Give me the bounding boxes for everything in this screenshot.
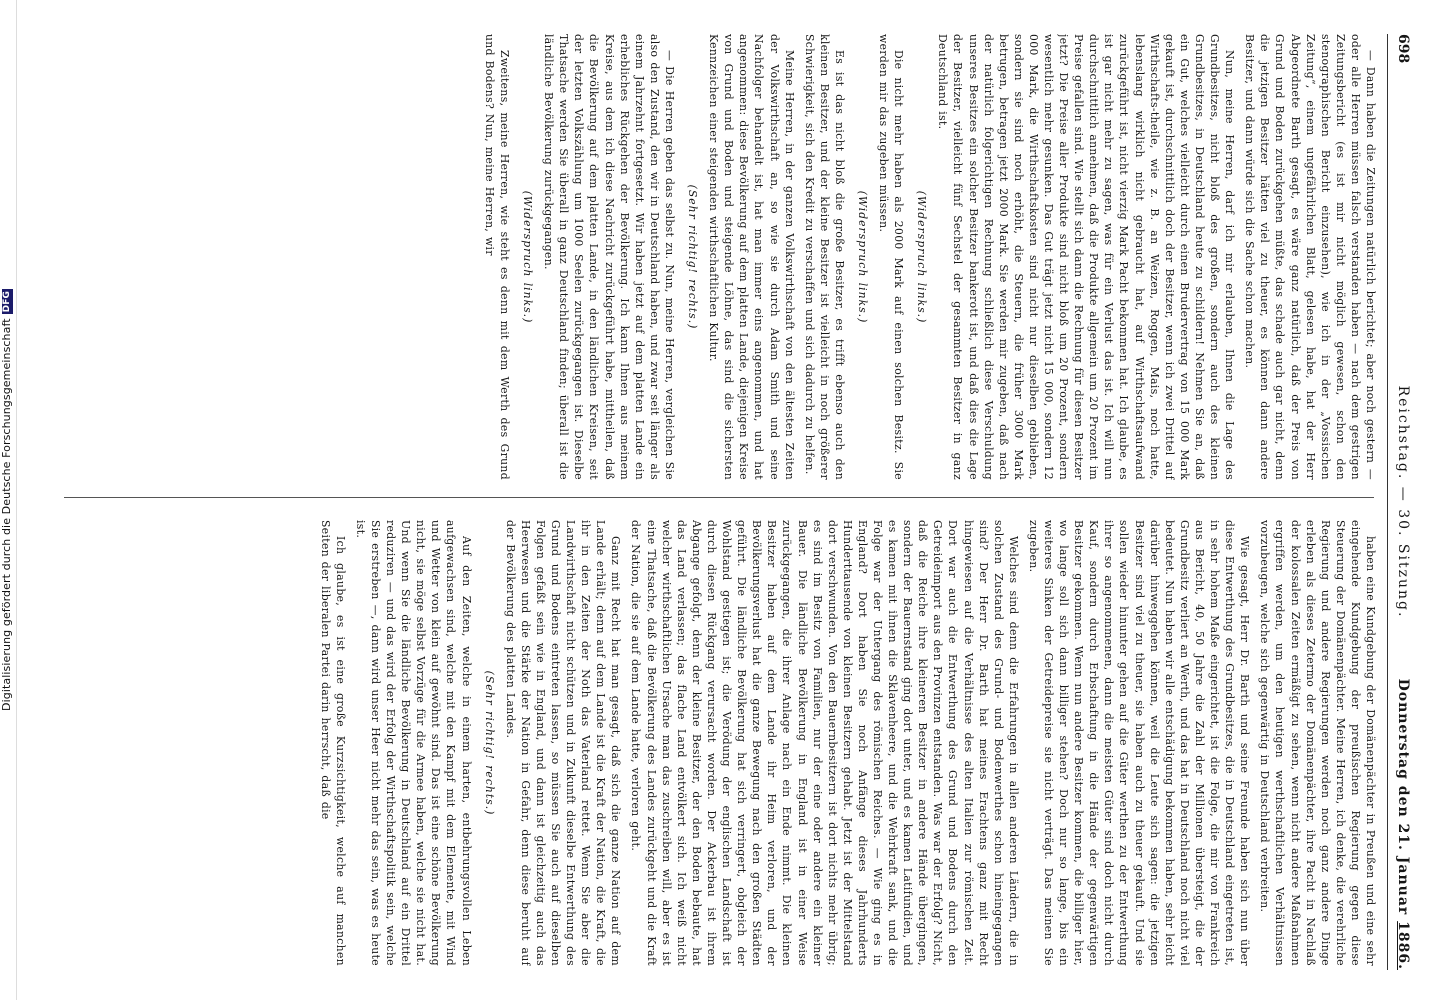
dfg-logo-icon: DFG	[1, 291, 12, 313]
body-paragraph: Meine Herren, in der ganzen Volkswirthschaft von den ältesten Zeiten der Volkswirthschaft an, so wie sie durch Adam Smith und seine Nachfolger behandelt ist, hat man immer eins angenommen, und hat angenommen: diese Bevölkerung auf dem platten Lande, diejenigen Kreise von Grund und Boden und steigende Löhne, das sind die sichersten Kennzeichen einer steigenden wirthschaftlichen Kultur.	[707, 34, 796, 480]
body-paragraph: Welches sind denn die Erfahrungen in allen anderen Ländern, die in solchen Zustand des Grund- und Bodenwerthes schon hineingegangen sind? Der Herr Dr. Barth hat meines Erachtens ganz mit Recht hingewiesen auf die Verhältnisse des alten Italien zur römischen Zeit. Dort war auch die Entwerthung des Grund und Bodens durch den Getreideimport aus den Provinzen entstanden. Was war der Erfolg? Nicht, daß die Reiche ihre kleineren Besitzer in andere Hände übergingen, sondern der Bauernstand ging dort unter, und es kamen Latifundien, und es kamen mit ihnen die Sklavenheere, und die Wehrkraft sank, und die Folge war der Untergang des römischen Reiches. — Wie ging es in England? Dort haben Sie noch Anfänge dieses Jahrhunderts Hunderttausende von kleinen Besitzern gehabt. Jetzt ist der Mittelstand dort verschwunden. Von den Bauernbesitzern ist dort nichts mehr übrig; es sind im Besitz von Familien, nur der eine oder andere ein kleiner Bauer. Die ländliche Bevölkerung in England ist in einer Weise zurückgegangen, die ihrer Anlage nach ein Ende nimmt. Die kleinen Besitzer haben auf dem Lande ihr Heim verloren, und der Bevölkerungsverlust hat die ganze Bewegung nach den großen Städten geführt. Die ländliche Bevölkerung hat sich verringert, obgleich der Wohlstand gestiegen ist; die Verödung der englischen Landschaft ist durch diesen Rückgang verursacht worden. Der Ackerbau ist ihrem Abgange gefolgt, denn der kleine Besitzer, der den Boden bebaute, hat das Land verlassen; das flache Land entvölkert sich. Ich weiß nicht welcher wirthschaftlichen Ursache man das zuschreiben will, aber es ist eine Thatsache, daß die Bevölkerung des Landes zurückgeht und die Kraft der Nation, die sie auf dem Lande hatte, verloren geht.	[629, 520, 1020, 966]
interjection: (Sehr richtig! rechts.)	[482, 670, 496, 816]
page-number: 698	[1395, 34, 1411, 64]
body-paragraph: Ganz mit Recht hat man gesagt, daß sich die ganze Nation auf dem Lande erhält; denn auf dem Lande ist die Kraft der Nation, die Kraft, die ihr in den Zeiten der Noth das Vaterland rettet. Wenn Sie aber die Landwirthschaft nicht schützen und in Zukunft dieselbe Entwerthung des Grund und Bodens eintreten lassen, so müssen Sie auch auf dieselben Folgen gefaßt sein wie in England, und dann ist gleichzeitig auch das Heerwesen und die Stärke der Nation in Gefahr, denn diese beruht auf der Bevölkerung des platten Landes.	[503, 520, 623, 966]
interjection: (Widerspruch links.)	[915, 190, 929, 324]
session-title: Reichstag. — 30. Sitzung.	[1395, 385, 1411, 619]
body-paragraph: Ich glaube, es ist eine große Kurzsichtigkeit, welche auf manchen Seiten der liberalen Partei darin herrscht, daß die	[318, 520, 347, 966]
left-text-column	[58, 34, 1378, 480]
interjection: (Sehr richtig! rechts.)	[686, 184, 700, 330]
session-date	[1388, 679, 1418, 970]
digitization-note-text: Digitalisierung gefördert durch die Deutsche Forschungsgemeinschaft	[0, 318, 13, 711]
body-paragraph: Wie gesagt, Herr Dr. Barth und seine Freunde haben sich nun über diese Entwerthung des Grundbesitzes, die in Deutschland eingetreten ist, in sehr hohem Maße eingerichtet, ist die Folge, die mir von Frankreich aus Bericht, 40, 50 Jahre die Zahl der Millionen übersteigt, die der Grundbesitz verliert an Werth, und das hat in Deutschland noch nicht viel bedeutet. Nun haben wir alle entschädigung bekommen haben, sehr leicht darüber hinweggehen können, weil die Leute sich sagen: die jetzigen Besitzer sind viel zu theuer, sie haben auch zu theuer gekauft. Und sie sollen wieder hinunter gehen auf die Güter werthen zu der Entwerthung ihrer so angenommenen, dann die meisten Güter sind doch nicht durch Kauf, sondern durch Erbschaftung in die Hände der gegenwärtigen Besitzer gekommen. Wenn nun andere Besitzer kommen, die billiger hier, wo lange soll sich dann billiger stehen? Doch nur so lange, bis ein weiteres Sinken der Getreidepreise sie nicht verträgt. Das meinen Sie zugeben.	[1026, 520, 1252, 966]
body-paragraph: haben eine Kundgebung der Domänenpächter in Preußen und eine sehr eingehende Kundgebung der preußischen Regierung gegen diese Steuerung der Domänenpächter. Meine Herren, ich denke, die verehrliche Regierung und andere Regierungen werden noch ganz andere Dinge erleben als dieses Zetermo der Domänenpächter, ihre Pacht in Nachlaß der kolossalen Zeiten ermäßigt zu sehen, wenn nicht andere Maßnahmen ergriffen werden, um den heutigen werthschaftlichen Verhältnissen vorzubeugen, welche sich gegenwärtig in Deutschland verbreiten.	[1258, 520, 1377, 966]
body-paragraph: — Dann haben die Zeitungen natürlich berichtet; aber noch gestern — oder alle Herren müssen falsch verstanden haben — nach dem gestrigen Zeitungsbericht (es ist mir nicht möglich gewesen, schon den stenographischen Bericht einzusehen), wie ich in der „Vossischen Zeitung“, einem ungefährlichen Blatt, gelesen habe, hat der Herr Abgeordnete Barth gesagt, es wäre ganz natürlich, daß der Preis von Grund und Boden zurückgehen müßte, das schade auch gar nicht, denn die jetzigen Besitzer hätten viel zu theuer, es können dann andere Besitzer, und dann würde sich die Sache schon machen.	[1243, 34, 1377, 480]
body-paragraph: Nun, meine Herren, darf ich mir erlauben, Ihnen die Lage des Grundbesitzes, nicht bloß des großen, sondern auch des kleinen Grundbesitzes, in Deutschland heute zu schildern! Nehmen Sie an, daß ein Gut, welches vielleicht durch einen Brudervertrag von 15 000 Mark gekauft ist, durchschnittlich doch der Besitzer, wenn ich zwei Drittel auf Wirthschafts-theile, wie z. B. an Weizen, Roggen, Mais, noch hatte, lebenslang wirklich nicht gebraucht hat, auf Wirthschaftsaufwand zurückgeführt ist, nicht vierzig Mark Pacht bekommen hat. Ich glaube, es ist gar nicht mehr zu sagen, was für ein Verlust das ist. Ich will nun durchschnittlich annehmen, daß die Produkte allgemein um 20 Prozent im Preise gefallen sind. Wie stellt sich dann die Rechnung für diesen Besitzer jetzt? Die Preise aller Produkte sind nicht bloß um 20 Prozent, sondern wesentlich mehr gesunken. Das Gut trägt jetzt nicht 15 000, sondern 12 000 Mark, die Wirthschaftskosten sind nicht nur dieselben geblieben, sondern sie sind noch erhöht, die Steuern, die früher 3000 Mark betrugen, betragen jetzt 2000 Mark. Sie werden mir zugeben, daß nach der natürlich folgerichtigen Rechnung schließlich diese Verschuldung unseres Besitzes ein solcher Besitzer bankerott ist, und daß dies die Lage der Besitzer, vielleicht fünf Sechstel der gesammten Besitzer in ganz Deutschland ist.	[936, 34, 1237, 480]
right-text-column	[58, 520, 1378, 966]
session-date-day: Donnerstag den 21. Januar	[1395, 678, 1411, 916]
body-paragraph: — Die Herren geben das selbst zu. Nun, meine Herren, vergleichen Sie also den Zustand, den wir in Deutschland haben, und zwar seit länger als einem Jahrzehnt fortgesetzt. Wir haben jetzt auf dem platten Lande ein erhebliches Rückgehen der Bevölkerung. Ich kann Ihnen aus meinem Kreise, aus dem ich diese Nachricht zurückgeführt habe, mittheilen, daß die Bevölkerung auf dem platten Lande, in den ländlichen Kreisen, seit der letzten Volkszählung um 1000 Seelen zurückgegangen ist. Dieselbe Thatsache werden Sie überall in ganz Deutschland finden; überall ist die ländliche Bevölkerung zurückgegangen.	[542, 34, 676, 480]
body-paragraph: Die nicht mehr haben als 2000 Mark auf einen solchen Besitz. Sie werden mir das zugeben müssen.	[877, 34, 906, 480]
body-paragraph: Auf den Zeiten, welche in einem harten, entbehrungsvollen Leben aufgewachsen sind, welche mit den Kampf mit dem Elemente, mit Wind und Wetter von klein auf gewöhnt sind. Das ist eine schöne Bevölkerung nicht, sie möge selbst Vorzüge für die Armee haben, welche sie nicht hat. Und wenn Sie die ländliche Bevölkerung in Deutschland auf ein Drittel reduziren — und das wird der Erfolg der Wirthschaftspolitik sein, welche Sie erstreben —, dann wird unser Heer nicht mehr das sein, was es heute ist.	[353, 520, 473, 966]
body-paragraph: Zweitens, meine Herren, wie steht es denn mit dem Werth des Grund und Bodens? Nun, meine Herren, wir	[482, 34, 512, 480]
running-header	[1387, 34, 1418, 970]
column-divider	[64, 497, 1374, 498]
interjection: (Widerspruch links.)	[856, 190, 869, 324]
session-date-year: 1886.	[1395, 921, 1411, 970]
interjection: (Widerspruch links.)	[521, 190, 535, 324]
body-paragraph: Es ist das nicht bloß die große Besitzer, es trifft ebenso auch den kleinen Besitzer, und der kleine Besitzer ist vielleicht in noch größerer Schwierigkeit, sich den Kredit zu verschaffen und sich dadurch zu helfen.	[802, 34, 846, 480]
